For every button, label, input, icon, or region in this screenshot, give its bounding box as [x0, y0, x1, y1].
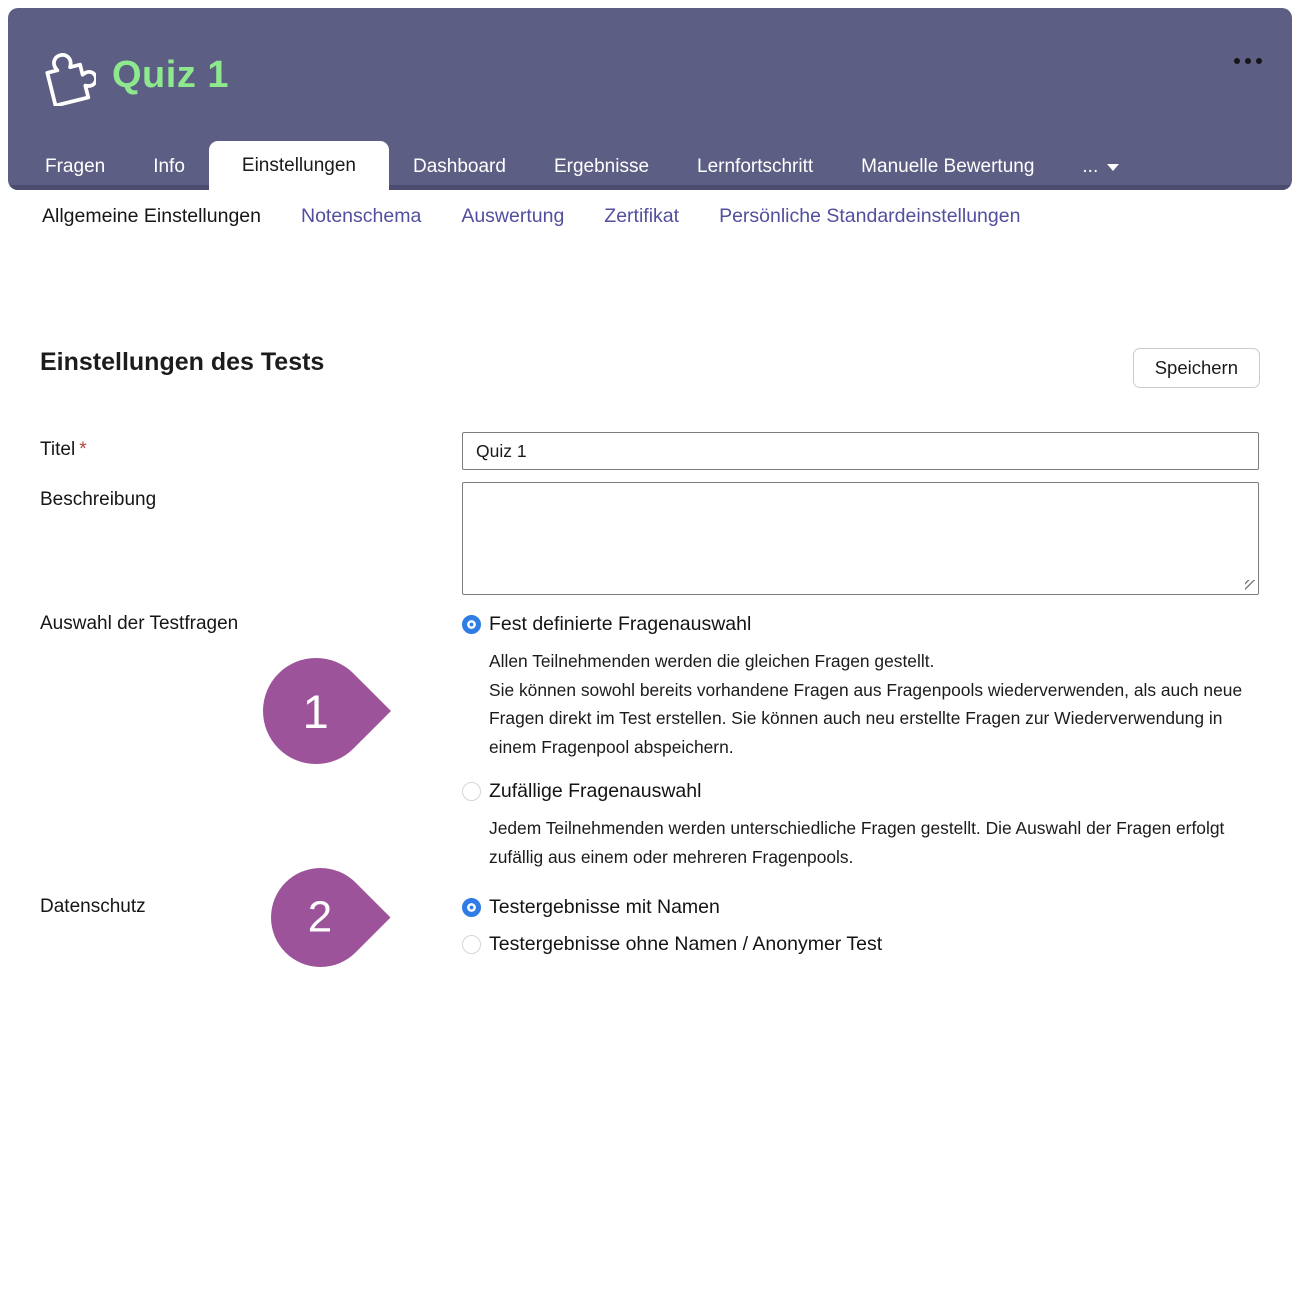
object-header [8, 8, 1292, 190]
subnav-allgemeine-einstellungen[interactable]: Allgemeine Einstellungen [42, 205, 261, 227]
caret-down-icon [1107, 164, 1119, 171]
privacy-label: Datenschutz [40, 896, 146, 917]
form-header-row [40, 348, 1260, 388]
radio-fixed-selected[interactable] [462, 615, 481, 634]
title-row [40, 432, 1259, 470]
option-results-with-names[interactable]: Testergebnisse mit Namen [462, 895, 1259, 920]
privacy-row [40, 895, 1259, 957]
subnav-notenschema[interactable]: Notenschema [300, 205, 422, 227]
annotation-marker-1: 1 [241, 636, 391, 786]
tab-info[interactable]: Info [153, 155, 185, 177]
tab-manuelle-bewertung[interactable]: Manuelle Bewertung [861, 155, 1035, 177]
description-textarea[interactable] [462, 482, 1259, 595]
description-label: Beschreibung [40, 489, 157, 510]
description-row [40, 482, 1259, 595]
subnav-auswertung[interactable]: Auswertung [461, 205, 565, 227]
radio-anonymous-unselected[interactable] [462, 935, 481, 954]
title-label: Titel * [40, 439, 87, 460]
option-description: Jedem Teilnehmenden werden unterschiedliche Fragen gestellt. Die Auswahl der Fragen erfolgt zufällig aus einem oder mehreren Fragenpools. [489, 818, 1225, 867]
annotation-marker-2: 2 [250, 847, 390, 987]
puzzle-icon [36, 46, 96, 106]
object-title-row [8, 8, 1292, 143]
tab-dashboard[interactable]: Dashboard [413, 155, 506, 177]
title-input[interactable] [462, 432, 1259, 470]
required-marker: * [79, 439, 87, 460]
save-button[interactable]: Speichern [1133, 348, 1260, 388]
option-fixed-question-selection[interactable]: Fest definierte Fragenauswahl Allen Teilnehmenden werden die gleichen Fragen gestellt. Sie können sowohl bereits vorhandene Fragen aus Fragenpools wiederverwenden, als auch neue Fragen direkt im Test erstellen. Sie können auch neu erstellte Fragen zur Wiederverwendung in einem Fragenpool abspeichern. [462, 612, 1259, 761]
radio-with-names-selected[interactable] [462, 898, 481, 917]
option-results-anonymous[interactable]: Testergebnisse ohne Namen / Anonymer Test [462, 932, 1259, 957]
settings-form [40, 432, 1259, 957]
question-selection-label: Auswahl der Testfragen [40, 613, 239, 634]
question-selection-row [40, 612, 1259, 871]
tab-bar [8, 143, 1292, 190]
tab-einstellungen[interactable]: Einstellungen [209, 141, 389, 190]
subnav-zertifikat[interactable]: Zertifikat [604, 205, 680, 227]
option-random-question-selection[interactable]: Zufällige Fragenauswahl Jedem Teilnehmenden werden unterschiedliche Fragen gestellt. Die Auswahl der Fragen erfolgt zufällig aus einem oder mehreren Fragenpools. [462, 779, 1259, 871]
tab-more[interactable]: ... [1058, 143, 1143, 190]
subnav-persoenliche-standardeinstellungen[interactable]: Persönliche Standardeinstellungen [719, 205, 1021, 227]
tab-lernfortschritt[interactable]: Lernfortschritt [697, 155, 814, 177]
question-selection-options [462, 612, 1259, 871]
settings-subnav [42, 205, 1020, 228]
privacy-options [462, 895, 1259, 957]
option-description: Allen Teilnehmenden werden die gleichen Fragen gestellt. Sie können sowohl bereits vorhandene Fragen aus Fragenpools wiederverwenden, als auch neue Fragen direkt im Test erstellen. Sie können auch neu erstellte Fragen zur Wiederverwendung in einem Fragenpool abspeichern. [489, 651, 1243, 757]
radio-random-unselected[interactable] [462, 782, 481, 801]
page-title: Quiz 1 [112, 54, 230, 96]
kebab-menu-icon[interactable] [1230, 54, 1266, 68]
form-heading: Einstellungen des Tests [40, 348, 325, 376]
tab-fragen[interactable]: Fragen [45, 155, 106, 177]
tab-ergebnisse[interactable]: Ergebnisse [553, 155, 650, 177]
